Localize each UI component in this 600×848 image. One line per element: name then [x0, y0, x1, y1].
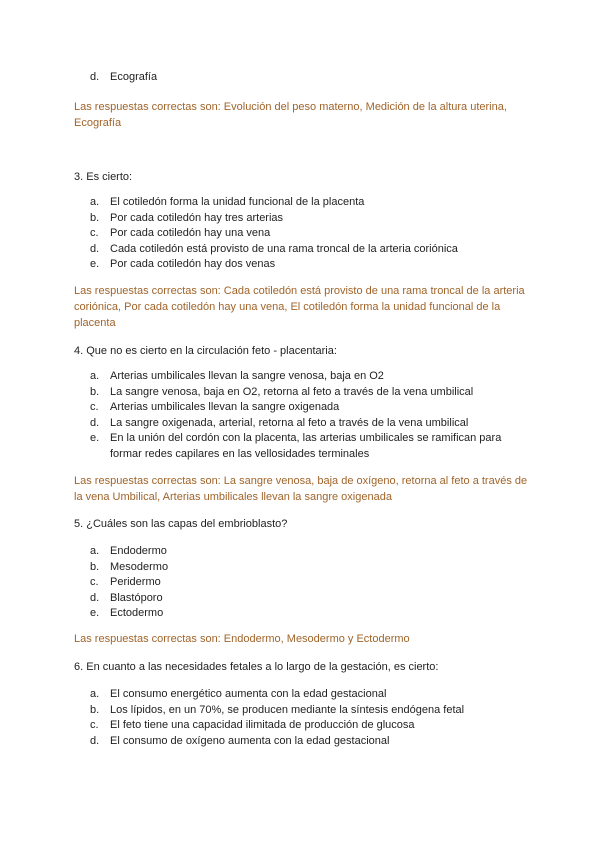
- option-text: El consumo energético aumenta con la edad gestacional: [110, 688, 387, 700]
- option-letter: a.: [90, 196, 100, 208]
- question-6-title: 6. En cuanto a las necesidades fetales a lo largo de la gestación, es cierto:: [74, 661, 439, 673]
- option-text: Endodermo: [110, 545, 167, 557]
- option-text: Mesodermo: [110, 560, 169, 573]
- option-letter: d.: [90, 242, 100, 255]
- option-letter: c.: [90, 576, 99, 588]
- answer-q2: Las respuestas correctas son: Evolución del peso materno, Medición de la altura uterina, Ecografía: [74, 101, 507, 129]
- option-letter: d.: [90, 71, 100, 83]
- option-letter: a.: [90, 688, 100, 700]
- option-text: La sangre oxigenada, arterial, retorna al feto a través de la vena umbilical: [110, 416, 469, 429]
- option-item: [90, 431, 510, 462]
- option-text: Peridermo: [110, 576, 161, 588]
- option-item: [90, 560, 530, 576]
- answer-q3: Las respuestas correctas son: Cada cotiledón está provisto de una rama troncal de la arteria coriónica, Por cada cotiledón hay una vena, El cotiledón forma la unidad funcional de la placenta: [74, 285, 525, 329]
- option-letter: d.: [90, 734, 100, 747]
- option-item: [90, 242, 530, 258]
- option-item: [90, 544, 530, 560]
- option-item: [90, 226, 530, 242]
- question-3-title: 3. Es cierto:: [74, 171, 133, 183]
- option-item: [90, 211, 530, 227]
- option-text: Cada cotiledón está provisto de una rama troncal de la arteria coriónica: [110, 242, 458, 255]
- option-text: En la unión del cordón con la placenta, las arterias umbilicales se ramifican para formar redes capilares en las vellosidades terminales: [110, 432, 502, 460]
- option-item: [90, 575, 530, 591]
- option-text: Ecografía: [110, 71, 158, 83]
- option-item: [90, 734, 530, 750]
- option-text: El cotiledón forma la unidad funcional de la placenta: [110, 196, 365, 208]
- answer-q4: Las respuestas correctas son: La sangre venosa, baja de oxígeno, retorna al feto a través de la vena Umbilical, Arterias umbilicales llevan la sangre oxigenada: [74, 475, 528, 503]
- option-text: Los lípidos, en un 70%, se producen mediante la síntesis endógena fetal: [110, 703, 465, 716]
- option-letter: c.: [90, 227, 99, 239]
- question-5-title: 5. ¿Cuáles son las capas del embrioblasto?: [74, 518, 288, 530]
- option-letter: e.: [90, 258, 100, 270]
- option-text: Ectodermo: [110, 607, 164, 619]
- option-text: Arterias umbilicales llevan la sangre venosa, baja en O2: [110, 370, 384, 382]
- option-letter: b.: [90, 385, 100, 398]
- option-item: [90, 703, 530, 719]
- answer-q5: Las respuestas correctas son: Endodermo, Mesodermo y Ectodermo: [74, 633, 410, 645]
- option-letter: d.: [90, 416, 100, 429]
- q3-options: [90, 195, 530, 273]
- q6-options: [90, 687, 530, 749]
- option-letter: e.: [90, 607, 100, 619]
- option-item: [90, 195, 530, 211]
- option-item: [90, 70, 530, 86]
- option-text: Blastóporo: [110, 591, 163, 604]
- option-item: [90, 687, 530, 703]
- option-text: El feto tiene una capacidad ilimitada de producción de glucosa: [110, 719, 415, 731]
- option-item: [90, 591, 530, 607]
- option-item: [90, 606, 530, 622]
- question-4-title: 4. Que no es cierto en la circulación feto - placentaria:: [74, 345, 337, 357]
- option-text: La sangre venosa, baja en O2, retorna al feto a través de la vena umbilical: [110, 385, 474, 398]
- option-letter: c.: [90, 719, 99, 731]
- option-item: [90, 385, 530, 401]
- option-text: Por cada cotiledón hay una vena: [110, 227, 271, 239]
- option-letter: b.: [90, 703, 100, 716]
- option-letter: a.: [90, 370, 100, 382]
- option-text: Por cada cotiledón hay dos venas: [110, 258, 276, 270]
- option-letter: d.: [90, 591, 100, 604]
- option-text: Por cada cotiledón hay tres arterias: [110, 211, 284, 224]
- option-text: El consumo de oxígeno aumenta con la edad gestacional: [110, 734, 390, 747]
- option-letter: b.: [90, 560, 100, 573]
- option-item: [90, 369, 530, 385]
- option-letter: a.: [90, 545, 100, 557]
- option-item: [90, 718, 530, 734]
- q2-options: [90, 70, 530, 86]
- q5-options: [90, 544, 530, 622]
- q4-options: [90, 369, 530, 462]
- option-item: [90, 257, 530, 273]
- option-letter: b.: [90, 211, 100, 224]
- option-item: [90, 400, 530, 416]
- option-text: Arterias umbilicales llevan la sangre oxigenada: [110, 401, 340, 413]
- option-letter: e.: [90, 432, 100, 444]
- option-letter: c.: [90, 401, 99, 413]
- option-item: [90, 416, 530, 432]
